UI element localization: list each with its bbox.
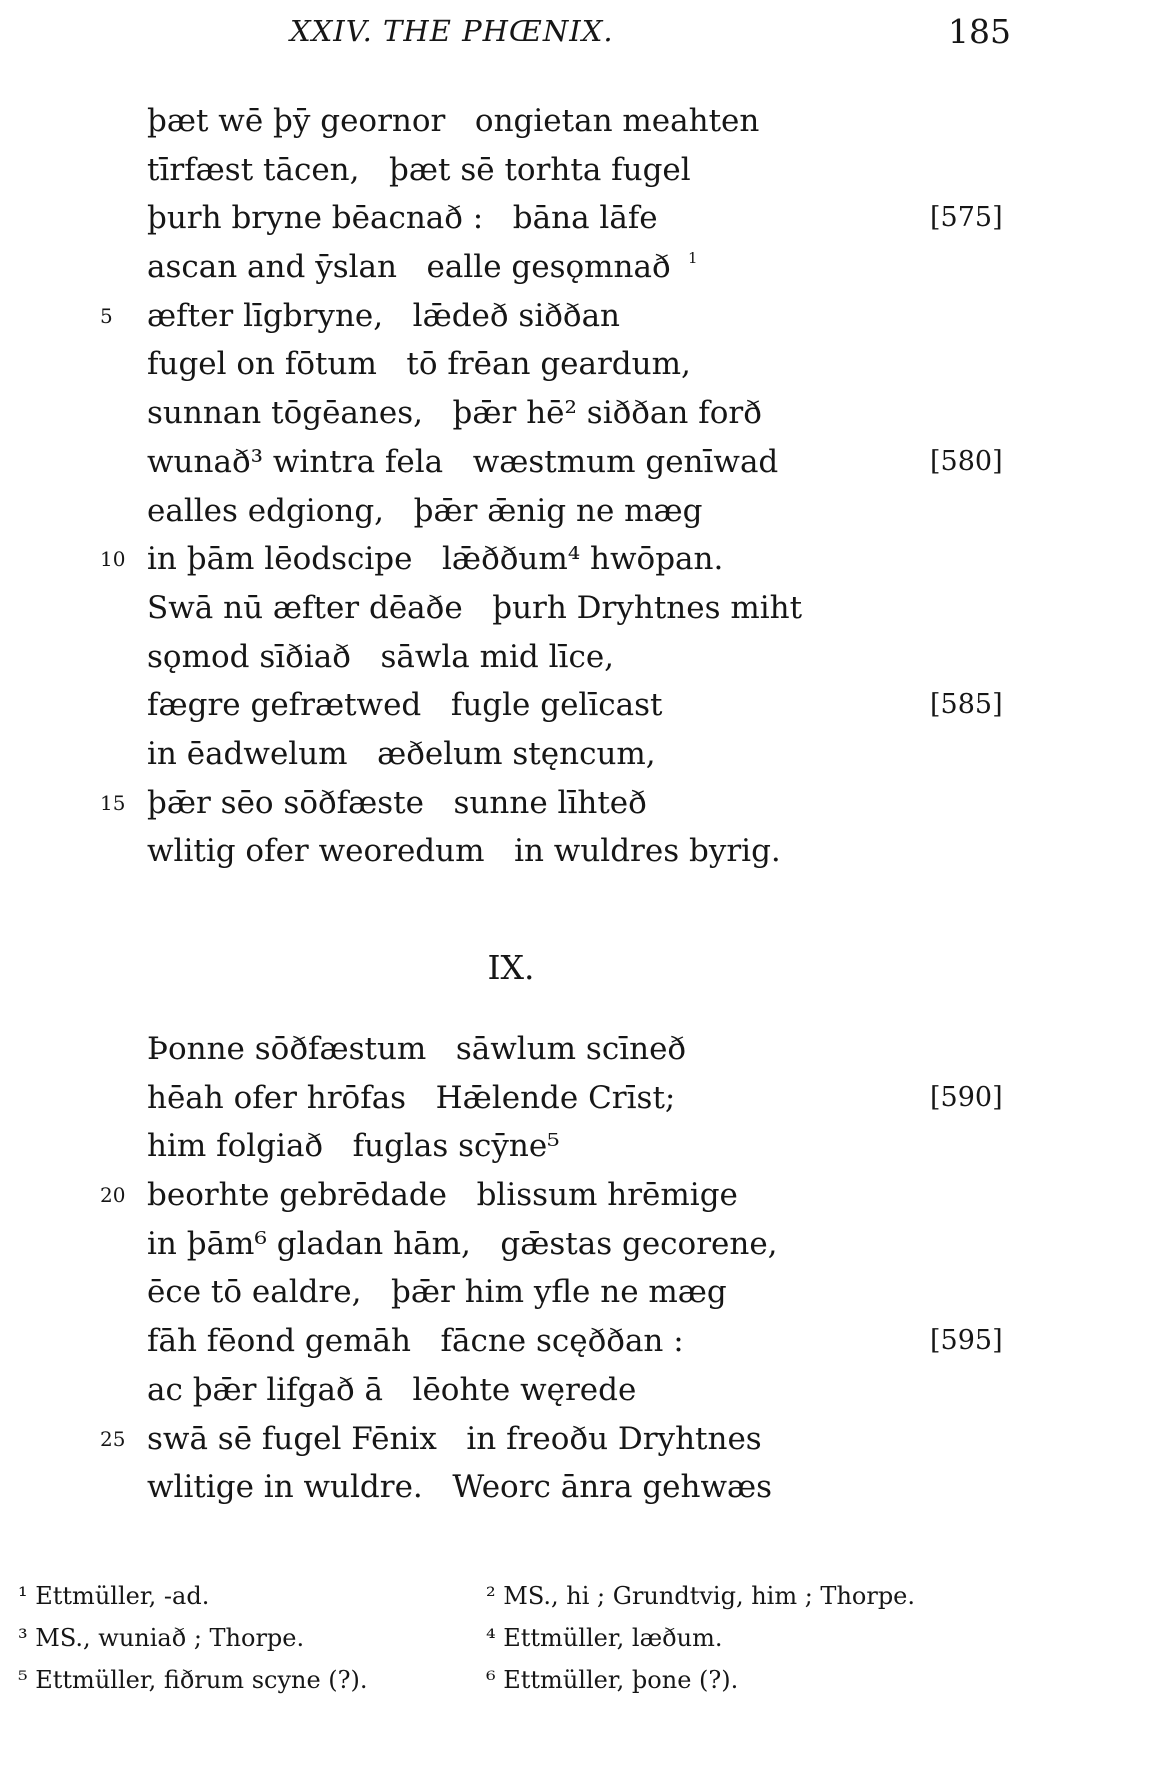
- verse-line: [0, 1268, 1158, 1317]
- verse-text: fægre gefrætwed fugle gelīcast: [147, 687, 663, 724]
- verse-text: sunnan tōgēanes, þǣr hē² siððan forð: [147, 395, 762, 432]
- verse-text: Þonne sōðfæstum sāwlum scīneð: [147, 1031, 687, 1067]
- verse-text: ascan and ȳslan ealle gesǫmnað: [147, 249, 671, 286]
- verse-line: [0, 535, 1158, 584]
- verse-text: wunað³ wintra fela wæstmum genīwad: [147, 443, 779, 480]
- verse-text: tīrfæst tācen, þæt sē torhta fugel: [147, 151, 691, 188]
- verse-text: sǫmod sīðiað sāwla mid līce,: [147, 638, 615, 675]
- verse-text: ac þǣr lifgað ā lēohte węrede: [147, 1371, 637, 1408]
- verse-text: swā sē fugel Fēnix in freoðu Dryhtnes: [147, 1420, 762, 1457]
- footnote-1: ¹ Ettmüller, -ad.: [18, 1582, 210, 1610]
- verse-line: [0, 1074, 1158, 1123]
- line-number: 10: [100, 547, 126, 572]
- verse-text: ealles edgiong, þǣr ǣnig ne mæg: [147, 492, 703, 529]
- verse-text: him folgiað fuglas scȳne⁵: [147, 1128, 560, 1165]
- verse-line: [0, 438, 1158, 487]
- footnote-marker: 1: [688, 249, 698, 268]
- line-number: 5: [100, 303, 113, 328]
- verse-text: fugel on fōtum tō frēan geardum,: [147, 346, 691, 383]
- footnote-5: ⁵ Ettmüller, fiðrum scyne (?).: [18, 1666, 368, 1694]
- verse-text: wlitige in wuldre. Weorc ānra gehwæs: [147, 1469, 773, 1506]
- footnote-4: ⁴ Ettmüller, læðum.: [486, 1624, 723, 1652]
- verse-number-bracket: [590]: [930, 1081, 1003, 1113]
- footnote-6: ⁶ Ettmüller, þone (?).: [486, 1666, 739, 1694]
- verse-text: æfter līgbryne, lǣdeð siððan: [147, 297, 621, 334]
- line-number: 25: [100, 1426, 126, 1451]
- verse-line: [0, 1122, 1158, 1171]
- verse-line: [0, 1366, 1158, 1415]
- verse-text: þurh bryne bēacnað : bāna lāfe: [147, 200, 658, 237]
- verse-text: in þām lēodscipe lǣððum⁴ hwōpan.: [147, 541, 724, 578]
- verse-text: Swā nū æfter dēaðe þurh Dryhtnes miht: [147, 589, 803, 626]
- verse-line: [0, 1463, 1158, 1512]
- footnote-2: ² MS., hi ; Grundtvig, him ; Thorpe.: [486, 1582, 916, 1610]
- verse-line: [0, 389, 1158, 438]
- verse-line: [0, 681, 1158, 730]
- verse-line: [0, 633, 1158, 682]
- verse-line: [0, 1171, 1158, 1220]
- verse-text: hēah ofer hrōfas Hǣlende Crīst;: [147, 1079, 676, 1116]
- verse-text: in ēadwelum æðelum stęncum,: [147, 735, 656, 772]
- footnote-3: ³ MS., wuniað ; Thorpe.: [18, 1624, 305, 1652]
- line-number: 20: [100, 1183, 126, 1208]
- verse-line: [0, 97, 1158, 146]
- verse-text: þæt wē þȳ geornor ongietan meahten: [147, 103, 760, 139]
- verse-line: [0, 487, 1158, 536]
- verse-text: ēce tō ealdre, þǣr him yfle ne mæg: [147, 1274, 727, 1311]
- verse-number-bracket: [575]: [930, 202, 1003, 234]
- verse-text: in þām⁶ gladan hām, gǣstas gecorene,: [147, 1225, 778, 1262]
- verse-text: wlitig ofer weoredum in wuldres byrig.: [147, 833, 781, 870]
- verse-number-bracket: [585]: [930, 689, 1003, 721]
- verse-text: fāh fēond gemāh fācne scęððan :: [147, 1323, 684, 1360]
- verse-line: [0, 292, 1158, 341]
- verse-line: [0, 146, 1158, 195]
- verse-line: [0, 779, 1158, 828]
- verse-line: [0, 1415, 1158, 1464]
- verse-line: [0, 340, 1158, 389]
- running-title: XXIV. THE PHŒNIX.: [290, 14, 614, 48]
- verse-text: þǣr sēo sōðfæste sunne līhteð: [147, 784, 647, 821]
- verse-line: [0, 584, 1158, 633]
- page-number: 185: [948, 12, 1011, 51]
- verse-block-1: [0, 97, 1158, 876]
- verse-line: [0, 243, 1158, 292]
- verse-line: [0, 1025, 1158, 1074]
- verse-number-bracket: [580]: [930, 445, 1003, 477]
- verse-line: [0, 1317, 1158, 1366]
- verse-line: [0, 730, 1158, 779]
- verse-line: [0, 1220, 1158, 1269]
- section-heading: IX.: [487, 948, 535, 987]
- verse-line: [0, 194, 1158, 243]
- verse-number-bracket: [595]: [930, 1325, 1003, 1357]
- verse-text: beorhte gebrēdade blissum hrēmige: [147, 1177, 738, 1214]
- verse-line: [0, 827, 1158, 876]
- line-number: 15: [100, 790, 126, 815]
- verse-block-2: [0, 1025, 1158, 1512]
